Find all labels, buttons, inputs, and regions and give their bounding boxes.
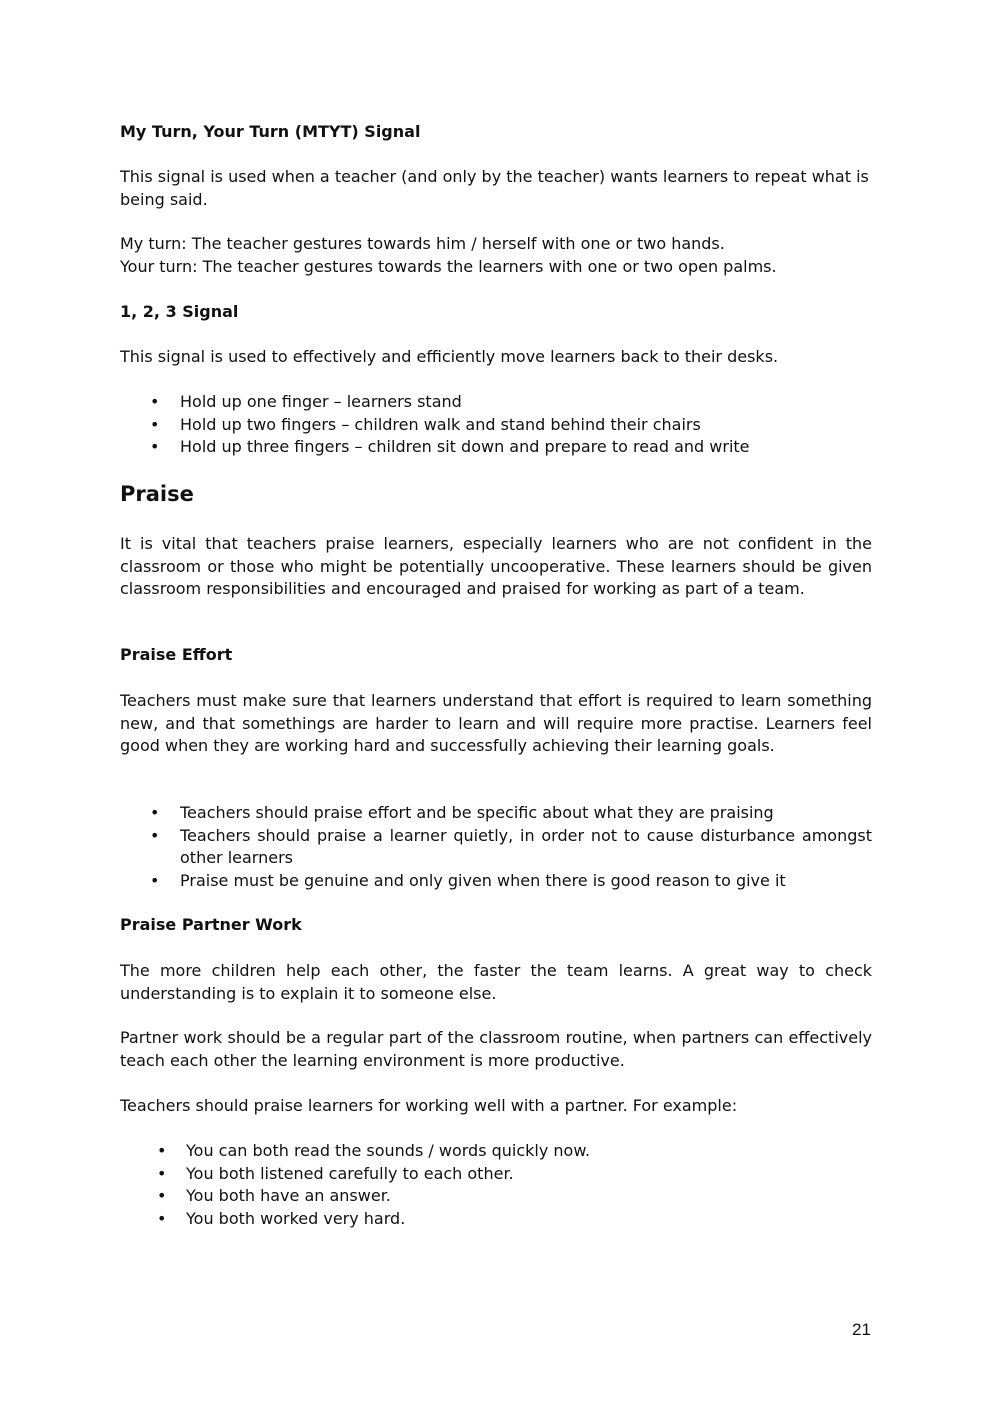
bullet-icon: • (150, 392, 160, 411)
list-item (120, 436, 872, 459)
partner-work-heading: Praise Partner Work (120, 915, 302, 934)
list-item (120, 1208, 872, 1231)
list-item (120, 391, 872, 414)
list-item (120, 1185, 872, 1208)
partner-work-para-2: Partner work should be a regular part of the classroom routine, when partners can effectively teach each other the learning environment is more productive. (120, 1028, 872, 1070)
list-item-text: You both worked very hard. (186, 1208, 406, 1228)
your-turn-text: Your turn: The teacher gestures towards the learners with one or two open palms. (120, 256, 777, 276)
my-turn-text: My turn: The teacher gestures towards him / herself with one or two hands. (120, 234, 725, 253)
bullet-icon: • (157, 1208, 167, 1228)
praise-effort-intro: Teachers must make sure that learners understand that effort is required to learn something new, and that somethings are harder to learn and will require more practise. Learners feel good when they are working hard and successfully achieving their learning goals. (120, 691, 872, 755)
list-item (120, 870, 872, 893)
bullet-icon: • (150, 803, 160, 822)
bullet-icon: • (150, 414, 160, 434)
list-item (120, 414, 872, 437)
page-number: 21 (852, 1320, 871, 1339)
list-item-text: Teachers should praise effort and be specific about what they are praising (180, 803, 774, 822)
my-turn-line (120, 233, 872, 278)
list-item (120, 1163, 872, 1186)
praise-heading: Praise (120, 482, 194, 506)
signal-123-intro: This signal is used to effectively and efficiently move learners back to their desks. (120, 347, 779, 366)
praise-effort-list (120, 802, 872, 892)
praise-intro: It is vital that teachers praise learners, especially learners who are not confident in the classroom or those who might be potentially uncooperative. These learners should be given classroom responsibilities and encouraged and praised for working as part of a team. (120, 534, 872, 598)
list-item-text: You both listened carefully to each other. (186, 1163, 514, 1183)
list-item-text: You can both read the sounds / words quickly now. (186, 1141, 591, 1160)
bullet-icon: • (150, 825, 160, 845)
signal-123-heading: 1, 2, 3 Signal (120, 302, 239, 321)
bullet-icon: • (157, 1186, 167, 1205)
praise-effort-heading: Praise Effort (120, 645, 233, 664)
mtyt-heading: My Turn, Your Turn (MTYT) Signal (120, 122, 421, 141)
signal-123-list (120, 391, 872, 459)
bullet-icon: • (150, 437, 160, 456)
list-item-text: Hold up three fingers – children sit down and prepare to read and write (180, 437, 750, 456)
partner-work-para-3: Teachers should praise learners for working well with a partner. For example: (120, 1096, 738, 1115)
bullet-icon: • (157, 1141, 167, 1160)
list-item-text: Hold up two fingers – children walk and stand behind their chairs (180, 414, 701, 434)
list-item-text: Praise must be genuine and only given when there is good reason to give it (180, 870, 786, 890)
partner-work-list (120, 1140, 872, 1230)
list-item-text: You both have an answer. (186, 1186, 391, 1205)
list-item-text: Teachers should praise a learner quietly, in order not to cause disturbance amongst other learners (180, 825, 872, 867)
list-item-text: Hold up one finger – learners stand (180, 392, 462, 411)
partner-work-para-1: The more children help each other, the faster the team learns. A great way to check understanding is to explain it to someone else. (120, 961, 872, 1003)
list-item (120, 825, 872, 870)
list-item (120, 802, 872, 825)
list-item (120, 1140, 872, 1163)
bullet-icon: • (150, 870, 160, 890)
mtyt-intro: This signal is used when a teacher (and only by the teacher) wants learners to repeat what is being said. (120, 167, 869, 209)
bullet-icon: • (157, 1163, 167, 1183)
